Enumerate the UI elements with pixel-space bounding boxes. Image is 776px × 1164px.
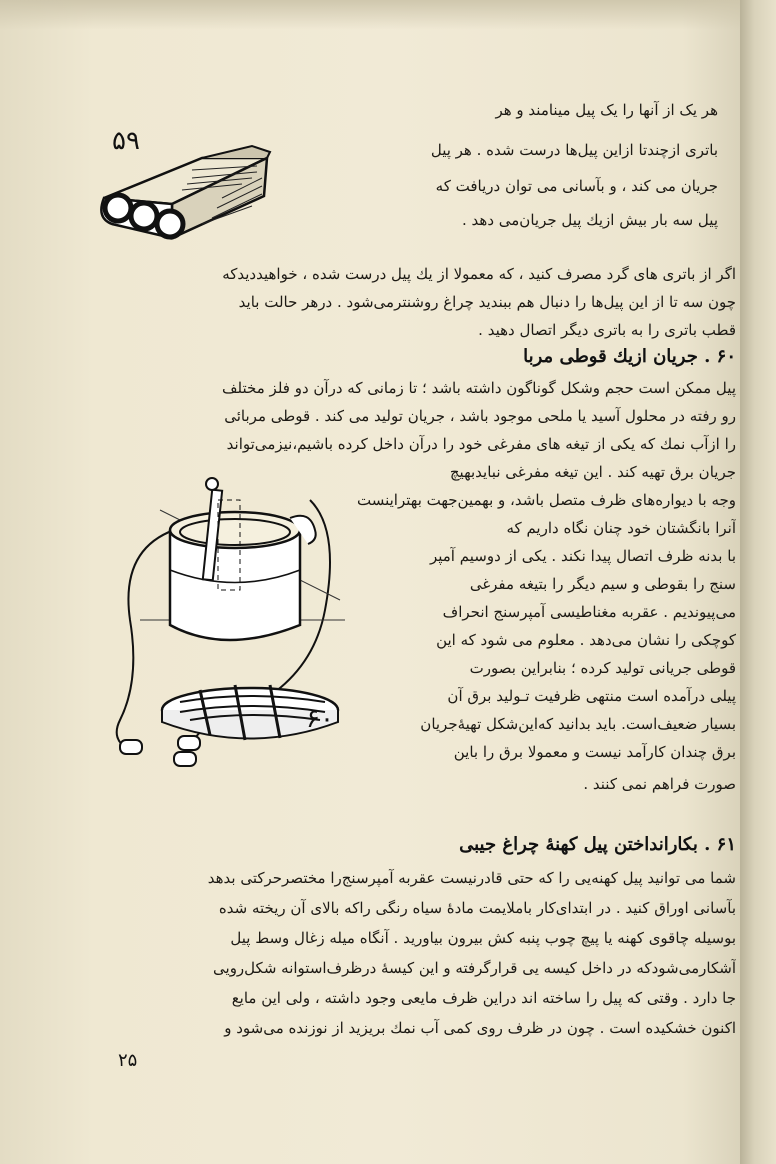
section-60-line: صورت فراهم نمی کنند . [583,775,736,793]
section-60-line: می‌پیوندیم . عقربه مغناطیسی آمپرسنج انحراف [442,603,736,621]
paragraph-1-line: پیل سه بار بیش ازیك پیل جریان‌می دهد . [462,211,718,229]
section-61-line: آشکارمی‌شودکه در داخل کیسه یی قرارگرفته و این کیسهٔ درظرف‌استوانه شکل‌رویی [213,959,736,977]
paragraph-2-line: چون سه تا از این پیل‌ها را دنبال هم ببندید چراغ روشنترمی‌شود . درهر حالت باید [238,293,736,311]
section-61-line: شما می توانید پیل کهنه‌یی را که حتی قادرنیست عقربه آمپرسنج‌را مختصرحرکتی بدهد [207,869,736,887]
section-61-title: ۶۱ . بکارانداختن پیل کهنهٔ چراغ جیبی [459,834,736,855]
section-60-line: کوچکی را نشان می‌دهد . معلوم می شود که این [436,631,736,649]
figure-59-battery-illustration [92,138,282,248]
section-61-line: جا دارد . وقتی که پیل را ساخته اند دراین ظرف مایعی وجود داشته ، ولی این مایع [231,989,736,1007]
paragraph-1-line: هر یک از آنها را یک پیل مینامند و هر [495,101,718,119]
page-number: ۲۵ [118,1050,138,1071]
section-60-line: پیل ممکن است حجم وشکل گوناگون داشته باشد ؛ تا زمانی که درآن دو فلز مختلف [222,379,736,397]
section-60-line: رو رفته در محلول آسید یا ملحی موجود باشد ، جریان تولید می کند . قوطی مربائی [224,407,736,425]
paragraph-1-line: باتری ازچندتا ازاین پیل‌ها درست شده . هر پیل [430,141,718,159]
figure-59-label: ۵۹ [112,126,140,156]
figure-60-label: ۶۰ [306,704,334,734]
paragraph-2-line: قطب باتری را به باتری دیگر اتصال دهید . [478,321,736,339]
section-60-title: ۶۰ . جریان ازیك قوطی مربا [523,346,736,367]
adjacent-page-edge [740,0,776,1164]
section-60-line: وجه با دیواره‌های ظرف متصل باشد، و بهمین‌جهت بهتراینست [357,491,736,509]
section-60-line: آنرا بانگشتان خود چنان نگاه داریم که [506,519,736,537]
section-60-line: پیلی درآمده است منتهی ظرفیت تـولید برق آن [447,687,736,705]
page-top-shadow [0,0,776,30]
section-60-line: جریان برق تهیه کند . این تیغه مفرغی نبایدبهیچ [449,463,736,481]
section-60-line: قوطی جریانی تولید کرده ؛ بنابراین بصورت [469,659,736,677]
section-61-line: بوسیله چاقوی کهنه یا پیچ چوب پنبه کش بیرون بیاورید . آنگاه میله زغال وسط پیل [230,929,736,947]
paragraph-2-line: اگر از باتری های گرد مصرف کنید ، که معمولا از یك پیل درست شده ، خواهیددیدکه [222,265,736,283]
section-60-line: برق چندان کارآمد نیست و معمولا برق را باین [453,743,736,761]
section-61-line: بآسانی اوراق کنید . در ابتدای‌کار باملایمت مادهٔ سیاه رنگی راکه بالای آن ریخته شده [218,899,736,917]
paragraph-1-line: جریان می کند ، و بآسانی می توان دریافت که [435,177,718,195]
section-60-line: سنج را بقوطی و سیم دیگر را بتیغه مفرغی [469,575,736,593]
section-60-line: بسیار ضعیف‌است. باید بدانید که‌این‌شکل تهیهٔ‌جریان [420,715,736,733]
section-60-line: با بدنه ظرف اتصال پیدا نکند . یکی از دوسیم آمپر [429,547,736,565]
section-61-line: اکنون خشکیده است . چون در ظرف روی کمی آب نمك بریزید از نوزنده می‌شود و [224,1019,736,1037]
section-60-line: را ازآب نمك که یکی از تیغه های مفرغی خود را درآن داخل کرده باشیم،نیزمی‌تواند [226,435,736,453]
